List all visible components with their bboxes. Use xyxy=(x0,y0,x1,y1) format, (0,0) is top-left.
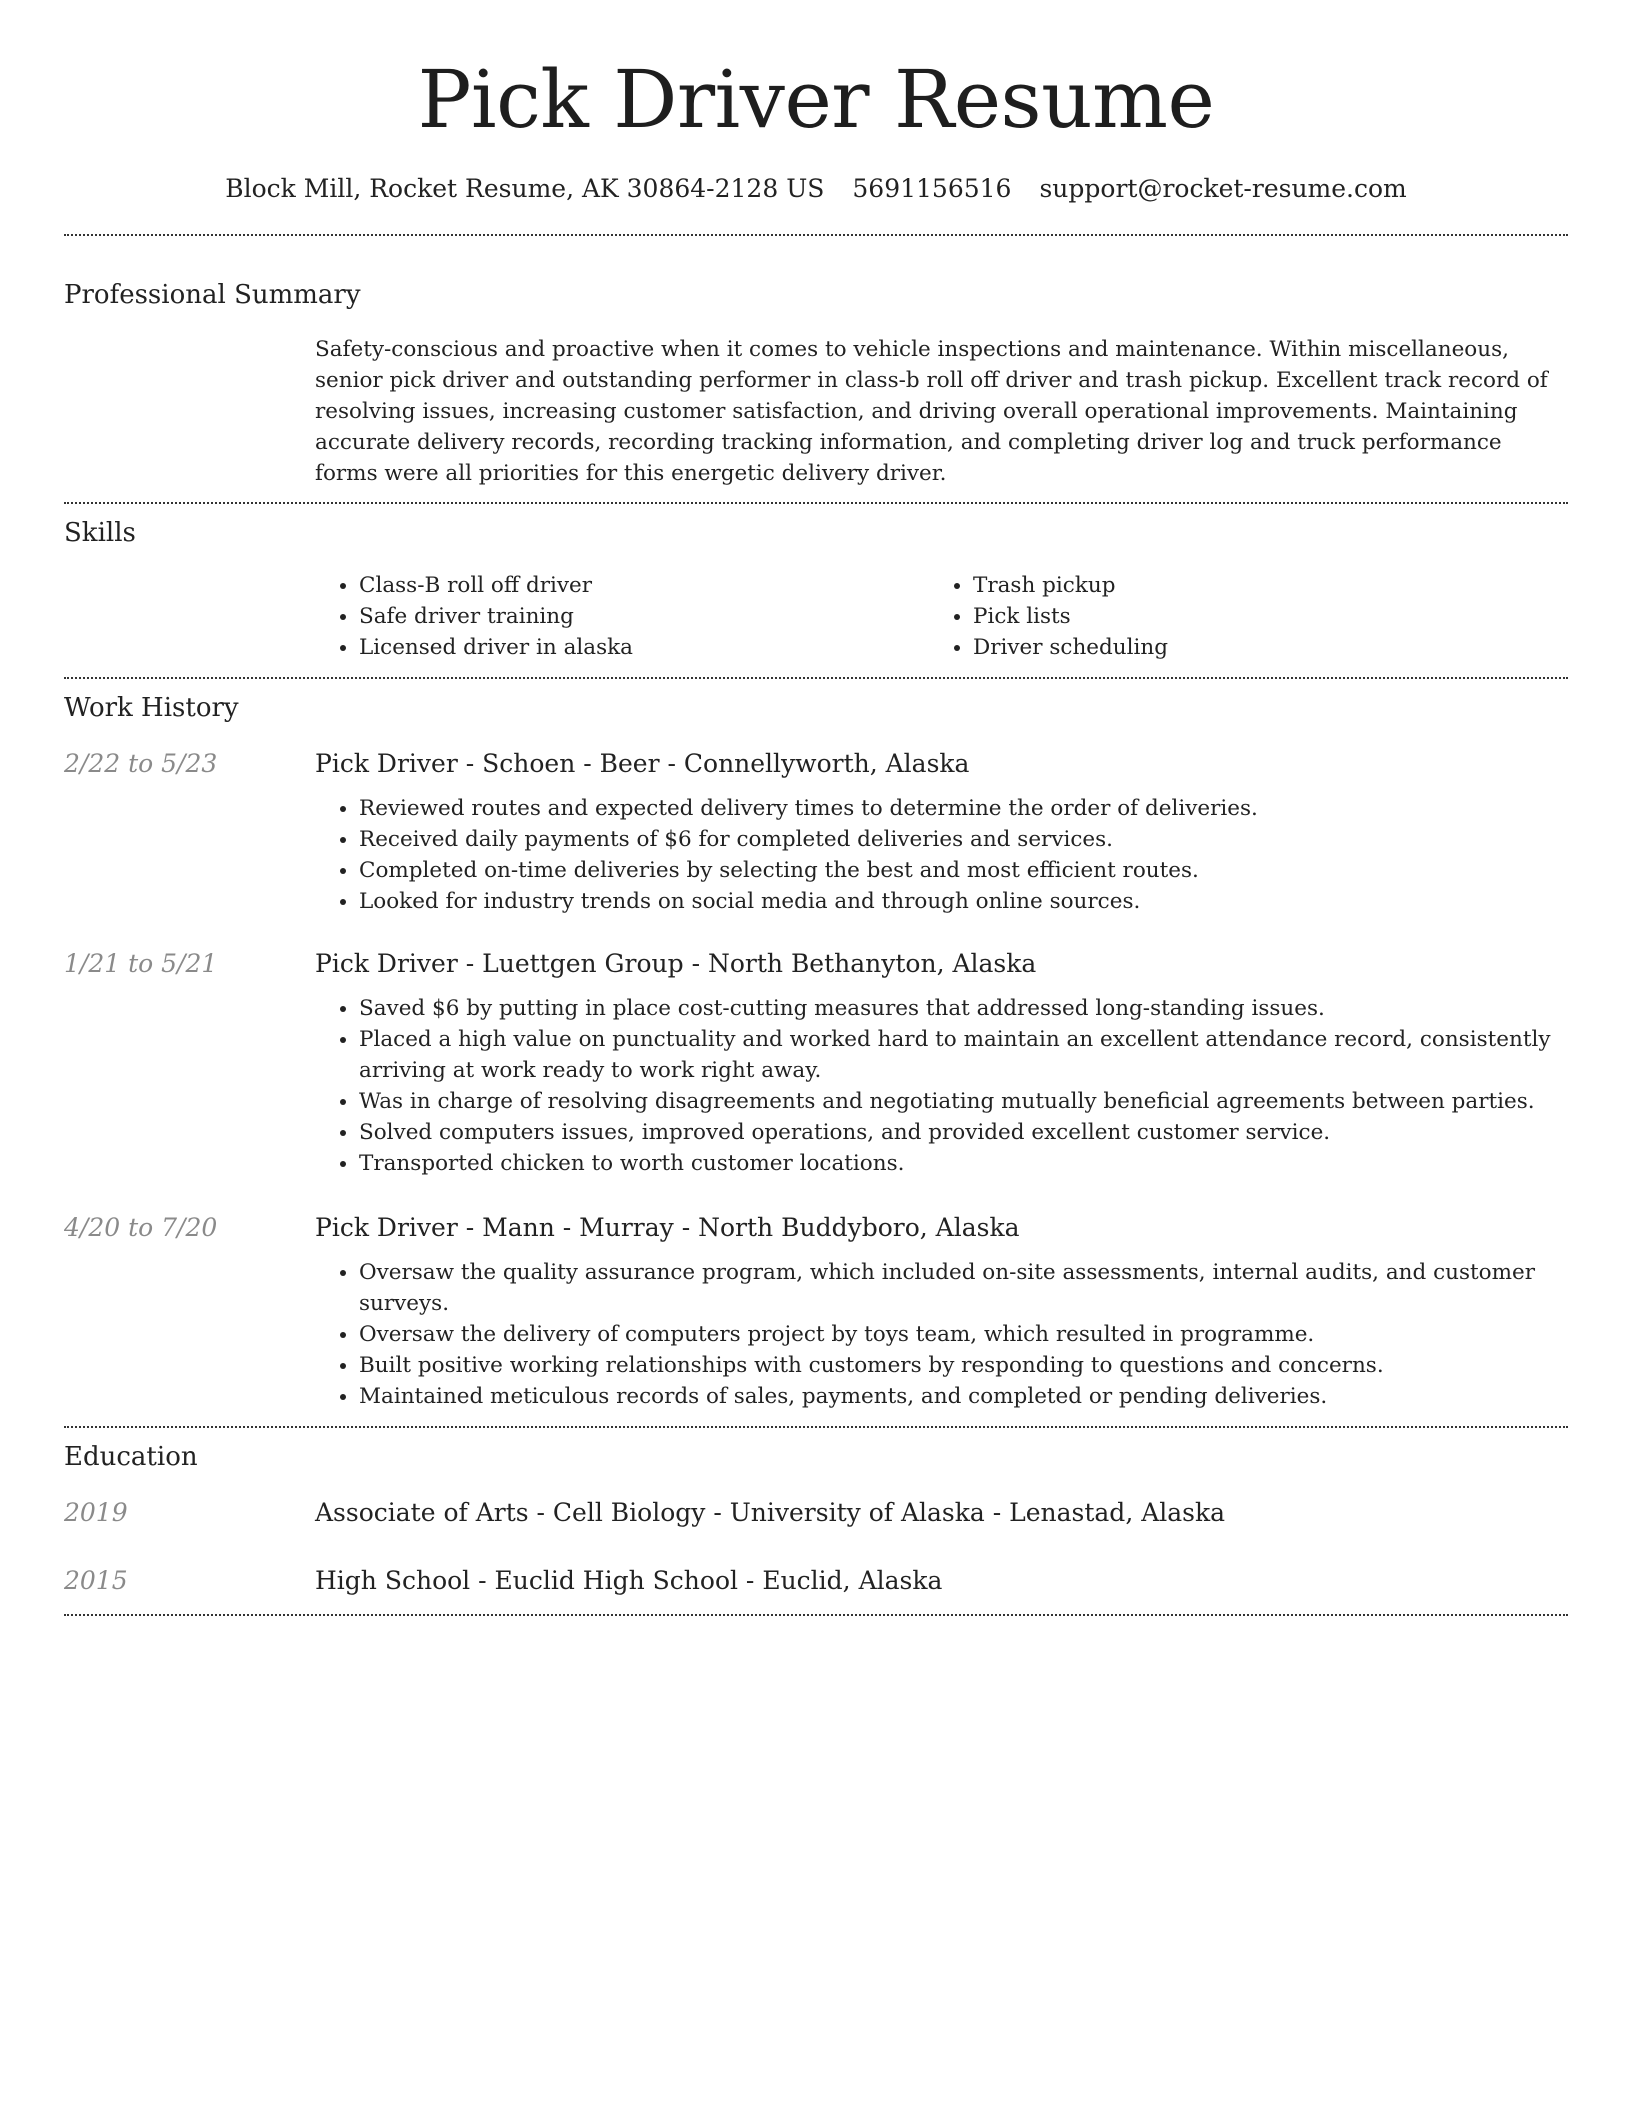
skill-item: • Trash pickup xyxy=(973,570,1543,601)
skill-item: • Safe driver training xyxy=(359,601,929,632)
education-entry xyxy=(64,1564,1568,1598)
contact-address: Block Mill, Rocket Resume, AK 30864-2128 US xyxy=(225,174,825,203)
section-title-work-history: Work History xyxy=(64,693,239,723)
divider xyxy=(64,502,1568,504)
contact-email: support@rocket-resume.com xyxy=(1039,174,1407,203)
section-title-education: Education xyxy=(64,1442,198,1472)
job-entry xyxy=(64,1211,1568,1412)
job-entry xyxy=(64,747,1568,917)
education-year: 2019 xyxy=(64,1498,128,1527)
education-year: 2015 xyxy=(64,1566,128,1595)
contact-line xyxy=(64,172,1568,206)
job-bullet: • Transported chicken to worth customer locations. xyxy=(359,1148,1568,1179)
job-bullets xyxy=(315,993,1568,1179)
education-title: High School - Euclid High School - Euclid, Alaska xyxy=(315,1566,943,1595)
section-title-summary: Professional Summary xyxy=(64,280,361,310)
divider xyxy=(64,677,1568,679)
divider xyxy=(64,1426,1568,1428)
skill-item: • Class-B roll off driver xyxy=(359,570,929,601)
job-title: Pick Driver - Mann - Murray - North Buddyboro, Alaska xyxy=(315,1213,1020,1242)
contact-phone: 5691156516 xyxy=(852,174,1012,203)
skill-item: • Licensed driver in alaska xyxy=(359,632,929,663)
job-bullet: • Maintained meticulous records of sales, payments, and completed or pending deliveries. xyxy=(359,1381,1568,1412)
resume-title: Pick Driver Resume xyxy=(417,53,1215,146)
job-bullets xyxy=(315,1257,1568,1412)
job-bullet: • Saved $6 by putting in place cost-cutting measures that addressed long-standing issues. xyxy=(359,993,1568,1024)
divider xyxy=(64,1614,1568,1616)
skills-list xyxy=(315,570,1568,663)
education-entry xyxy=(64,1496,1568,1530)
job-bullet: • Looked for industry trends on social media and through online sources. xyxy=(359,886,1568,917)
education-title: Associate of Arts - Cell Biology - University of Alaska - Lenastad, Alaska xyxy=(315,1498,1226,1527)
job-bullet: • Was in charge of resolving disagreements and negotiating mutually beneficial agreements between parties. xyxy=(359,1086,1568,1117)
job-bullet: • Completed on-time deliveries by selecting the best and most efficient routes. xyxy=(359,855,1568,886)
job-bullet: • Oversaw the delivery of computers project by toys team, which resulted in programme. xyxy=(359,1319,1568,1350)
skills-column-right xyxy=(929,570,1543,663)
job-bullet: • Reviewed routes and expected delivery times to determine the order of deliveries. xyxy=(359,793,1568,824)
job-title: Pick Driver - Luettgen Group - North Bethanyton, Alaska xyxy=(315,949,1037,978)
job-dates: 2/22 to 5/23 xyxy=(64,749,218,778)
job-bullet: • Received daily payments of $6 for completed deliveries and services. xyxy=(359,824,1568,855)
job-bullets xyxy=(315,793,1568,917)
job-entry xyxy=(64,947,1568,1179)
job-bullet: • Placed a high value on punctuality and worked hard to maintain an excellent attendance record, consistently arriving at work ready to work right away. xyxy=(359,1024,1568,1086)
job-bullet: • Solved computers issues, improved operations, and provided excellent customer service. xyxy=(359,1117,1568,1148)
section-title-skills: Skills xyxy=(64,518,136,548)
divider xyxy=(64,234,1568,236)
job-bullet: • Oversaw the quality assurance program, which included on-site assessments, internal audits, and customer surveys. xyxy=(359,1257,1568,1319)
job-dates: 1/21 to 5/21 xyxy=(64,949,218,978)
job-title: Pick Driver - Schoen - Beer - Connellyworth, Alaska xyxy=(315,749,970,778)
job-bullet: • Built positive working relationships with customers by responding to questions and concerns. xyxy=(359,1350,1568,1381)
summary-text: Safety-conscious and proactive when it comes to vehicle inspections and maintenance. Within miscellaneous, senior pick driver and outstanding performer in class-b roll off driver and trash pickup. Excellent track record of resolving issues, increasing customer satisfaction, and driving overall operational improvements. Maintaining accurate delivery records, recording tracking information, and completing driver log and truck performance forms were all priorities for this energetic delivery driver. xyxy=(315,337,1548,486)
job-dates: 4/20 to 7/20 xyxy=(64,1213,218,1242)
skills-column-left xyxy=(315,570,929,663)
skill-item: • Pick lists xyxy=(973,601,1543,632)
resume-page xyxy=(64,0,1568,1616)
skill-item: • Driver scheduling xyxy=(973,632,1543,663)
